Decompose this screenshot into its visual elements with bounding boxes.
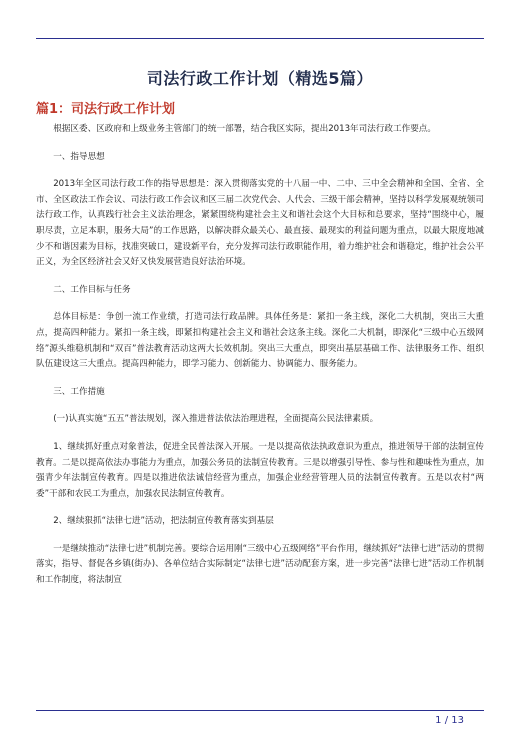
measure-1-2-heading: 2、继续狠抓“法律七进”活动，把法制宣传教育落实到基层	[53, 516, 274, 527]
heading-guiding-ideology: 一、指导思想	[53, 151, 105, 162]
document-title: 司法行政工作计划（精选5篇）	[146, 69, 374, 88]
header-rule	[36, 38, 484, 39]
measure-1-1-paragraph: 1、继续抓好重点对象普法，促进全民普法深入开展。一是以提高依法执政意识为重点，推进领导干部的法制宣传教育。二是以提高依法办事能力为重点，加强公务员的法制宣传教育。三是以增强引导性、参与性和趣味性为重点，加强青少年法制宣传教育。四是以推进依法诚信经营为重点，加强企业经营管理人员的法制宣传教育。五是以农村“两委”干部和农民工为重点，加强农民法制宣传教育。	[36, 441, 484, 499]
goals-tasks-paragraph: 总体目标是：争创一流工作业绩，打造司法行政品牌。具体任务是：紧扣一条主线，深化二大机制，突出三大重点，提高四种能力。紧扣一条主线，即紧扣构建社会主义和谐社会这条主线。深化二大机制，即深化“三级中心五级网络”源头维稳机制和“双百”普法教育活动这两大长效机制。突出三大重点，即突出基层基础工作、法律服务工作、组织队伍建设这三大重点。提高四种能力，即学习能力、创新能力、协调能力、服务能力。	[36, 312, 484, 370]
intro-paragraph: 根据区委、区政府和上级业务主管部门的统一部署，结合我区实际，提出2013年司法行政工作要点。	[53, 124, 436, 134]
document-body	[36, 122, 484, 601]
heading-measures: 三、工作措施	[53, 386, 105, 397]
section-heading: 篇1：司法行政工作计划	[36, 102, 176, 117]
measure-1-2-paragraph: 一是继续推动“法律七进”机制完善。要综合运用刚“三级中心五级网络”平台作用，继续抓好“法律七进”活动的贯彻落实，指导、督促各乡镇(街办)、各单位结合实际制定“法律七进”活动配套方案，进一步完善“法律七进”活动工作机制和工作制度，将法制宣	[36, 543, 484, 586]
guiding-ideology-paragraph: 2013年全区司法行政工作的指导思想是：深入贯彻落实党的十八届一中、二中、三中全会精神和全国、全省、全市、全区政法工作会议、司法行政工作会议和区三届二次党代会、人代会、三级干部会精神，坚持以科学发展观统领司法行政工作，认真践行社会主义法治理念，紧紧围绕构建社会主义和谐社会这个大目标和总要求，坚持“围绕中心，履职尽责，立足本职，服务大局”的工作思路，以解决群众最关心、最直接、最现实的利益问题为重点，以最大限度地减少不和谐因素为目标，找准突破口，建设新平台，充分发挥司法行政职能作用，着力维护社会和谐稳定，维护社会公平正义，为全区经济社会又好又快发展营造良好法治环境。	[36, 179, 484, 268]
heading-goals-tasks: 二、工作目标与任务	[53, 284, 131, 295]
footer-rule	[36, 710, 484, 711]
measure-1-paragraph: (一)认真实施“五五”普法规划，深入推进普法依法治理进程，全面提高公民法律素质。	[53, 414, 379, 425]
page-number: 1 / 13	[435, 715, 464, 726]
